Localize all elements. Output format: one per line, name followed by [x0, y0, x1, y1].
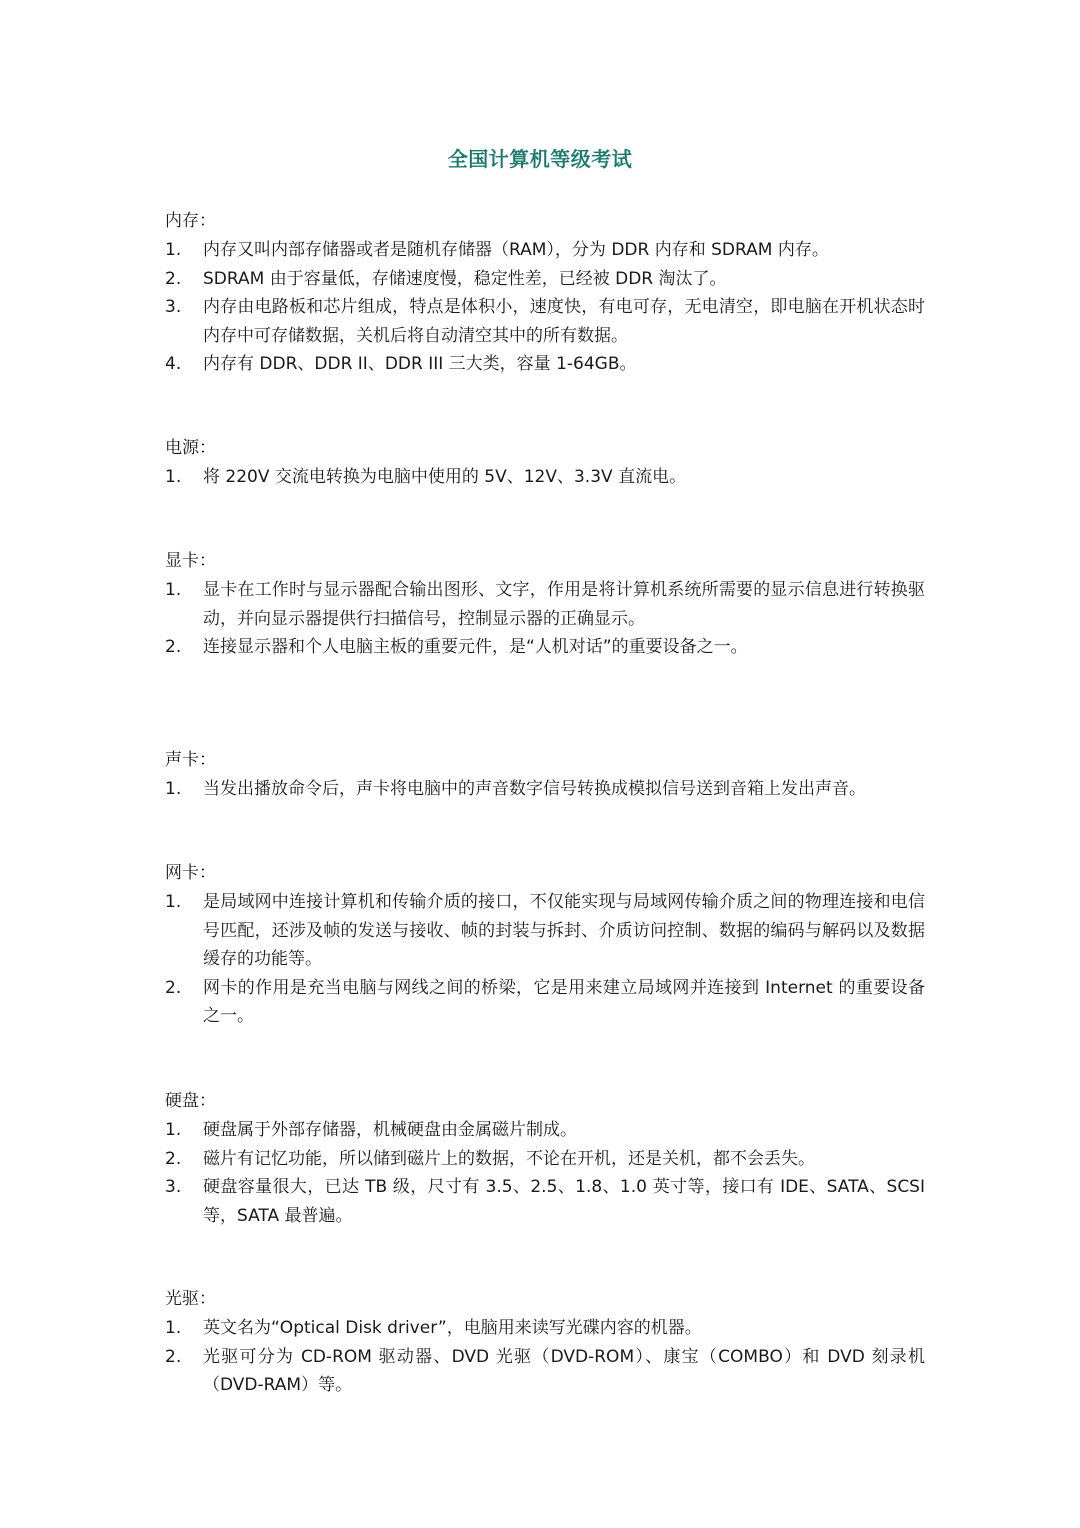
- item-text: 磁片有记忆功能，所以储到磁片上的数据，不论在开机，还是关机，都不会丢失。: [203, 1148, 815, 1169]
- item-text: SDRAM 由于容量低，存储速度慢，稳定性差，已经被 DDR 淘汰了。: [203, 268, 727, 289]
- section-heading: 声卡：: [165, 750, 216, 770]
- item-number: 2.: [165, 1346, 182, 1367]
- item-number: 2.: [165, 1148, 182, 1169]
- item-number: 1.: [165, 779, 182, 799]
- list-item: [165, 293, 925, 350]
- list-item: [165, 1145, 925, 1174]
- list-item: [165, 1314, 925, 1343]
- list-item: [165, 576, 925, 633]
- item-number: 1.: [165, 892, 182, 912]
- list-item: [165, 1116, 925, 1145]
- item-number: 3.: [165, 297, 182, 317]
- list-item: [165, 265, 925, 294]
- section-network-card: [165, 859, 925, 1031]
- item-number: 1.: [165, 467, 182, 487]
- item-number: 1.: [165, 1318, 182, 1338]
- list-item: [165, 236, 925, 265]
- item-text: 硬盘容量很大，已达 TB 级，尺寸有 3.5、2.5、1.8、1.0 英寸等，接口有 IDE、SATA、SCSI 等，SATA 最普遍。: [203, 1177, 925, 1226]
- list-item: [165, 775, 925, 804]
- item-number: 1.: [165, 240, 182, 260]
- section-heading: 网卡：: [165, 863, 216, 883]
- section-graphics-card: [165, 547, 925, 662]
- list-item: [165, 974, 925, 1031]
- section-power-supply: [165, 434, 925, 492]
- list-item: [165, 888, 925, 974]
- item-text: 英文名为“Optical Disk driver”，电脑用来读写光碟内容的机器。: [203, 1318, 702, 1338]
- item-number: 3.: [165, 1177, 182, 1197]
- item-text: 当发出播放命令后，声卡将电脑中的声音数字信号转换成模拟信号送到音箱上发出声音。: [203, 779, 866, 799]
- item-text: 是局域网中连接计算机和传输介质的接口，不仅能实现与局域网传输介质之间的物理连接和电信号匹配，还涉及帧的发送与接收、帧的封装与拆封、介质访问控制、数据的编码与解码以及数据缓存的功能等。: [203, 892, 925, 969]
- section-heading: 内存：: [165, 211, 216, 231]
- list-item: [165, 633, 925, 662]
- section-heading: 硬盘：: [165, 1091, 216, 1111]
- item-text: 连接显示器和个人电脑主板的重要元件，是“人机对话”的重要设备之一。: [203, 637, 748, 657]
- list-item: [165, 463, 925, 492]
- section-heading: 显卡：: [165, 551, 216, 571]
- section-heading: 电源：: [165, 438, 216, 458]
- section-optical-drive: [165, 1285, 925, 1400]
- section-heading: 光驱：: [165, 1289, 216, 1309]
- item-text: 硬盘属于外部存储器，机械硬盘由金属磁片制成。: [203, 1120, 577, 1140]
- item-number: 2.: [165, 637, 182, 657]
- section-sound-card: [165, 746, 925, 804]
- document-title: 全国计算机等级考试: [447, 147, 633, 171]
- item-text: 内存又叫内部存储器或者是随机存储器（RAM），分为 DDR 内存和 SDRAM 内存。: [203, 240, 829, 260]
- list-item: [165, 1343, 925, 1400]
- list-item: [165, 1173, 925, 1230]
- section-memory: [165, 207, 925, 379]
- item-text: 网卡的作用是充当电脑与网线之间的桥梁，它是用来建立局域网并连接到 Internet 的重要设备之一。: [203, 977, 925, 1026]
- item-number: 2.: [165, 977, 182, 998]
- item-number: 2.: [165, 268, 182, 289]
- item-text: 内存由电路板和芯片组成，特点是体积小，速度快，有电可存，无电清空，即电脑在开机状态时内存中可存储数据，关机后将自动清空其中的所有数据。: [203, 297, 925, 346]
- item-text: 将 220V 交流电转换为电脑中使用的 5V、12V、3.3V 直流电。: [203, 467, 687, 487]
- item-number: 4.: [165, 354, 182, 374]
- section-hard-disk: [165, 1087, 925, 1230]
- item-number: 1.: [165, 580, 182, 600]
- item-text: 显卡在工作时与显示器配合输出图形、文字，作用是将计算机系统所需要的显示信息进行转换驱动，并向显示器提供行扫描信号，控制显示器的正确显示。: [203, 580, 925, 629]
- item-text: 内存有 DDR、DDR II、DDR III 三大类，容量 1-64GB。: [203, 354, 637, 374]
- item-text: 光驱可分为 CD-ROM 驱动器、DVD 光驱（DVD-ROM）、康宝（COMBO）和 DVD 刻录机（DVD-RAM）等。: [203, 1346, 925, 1395]
- item-number: 1.: [165, 1120, 182, 1140]
- list-item: [165, 350, 925, 379]
